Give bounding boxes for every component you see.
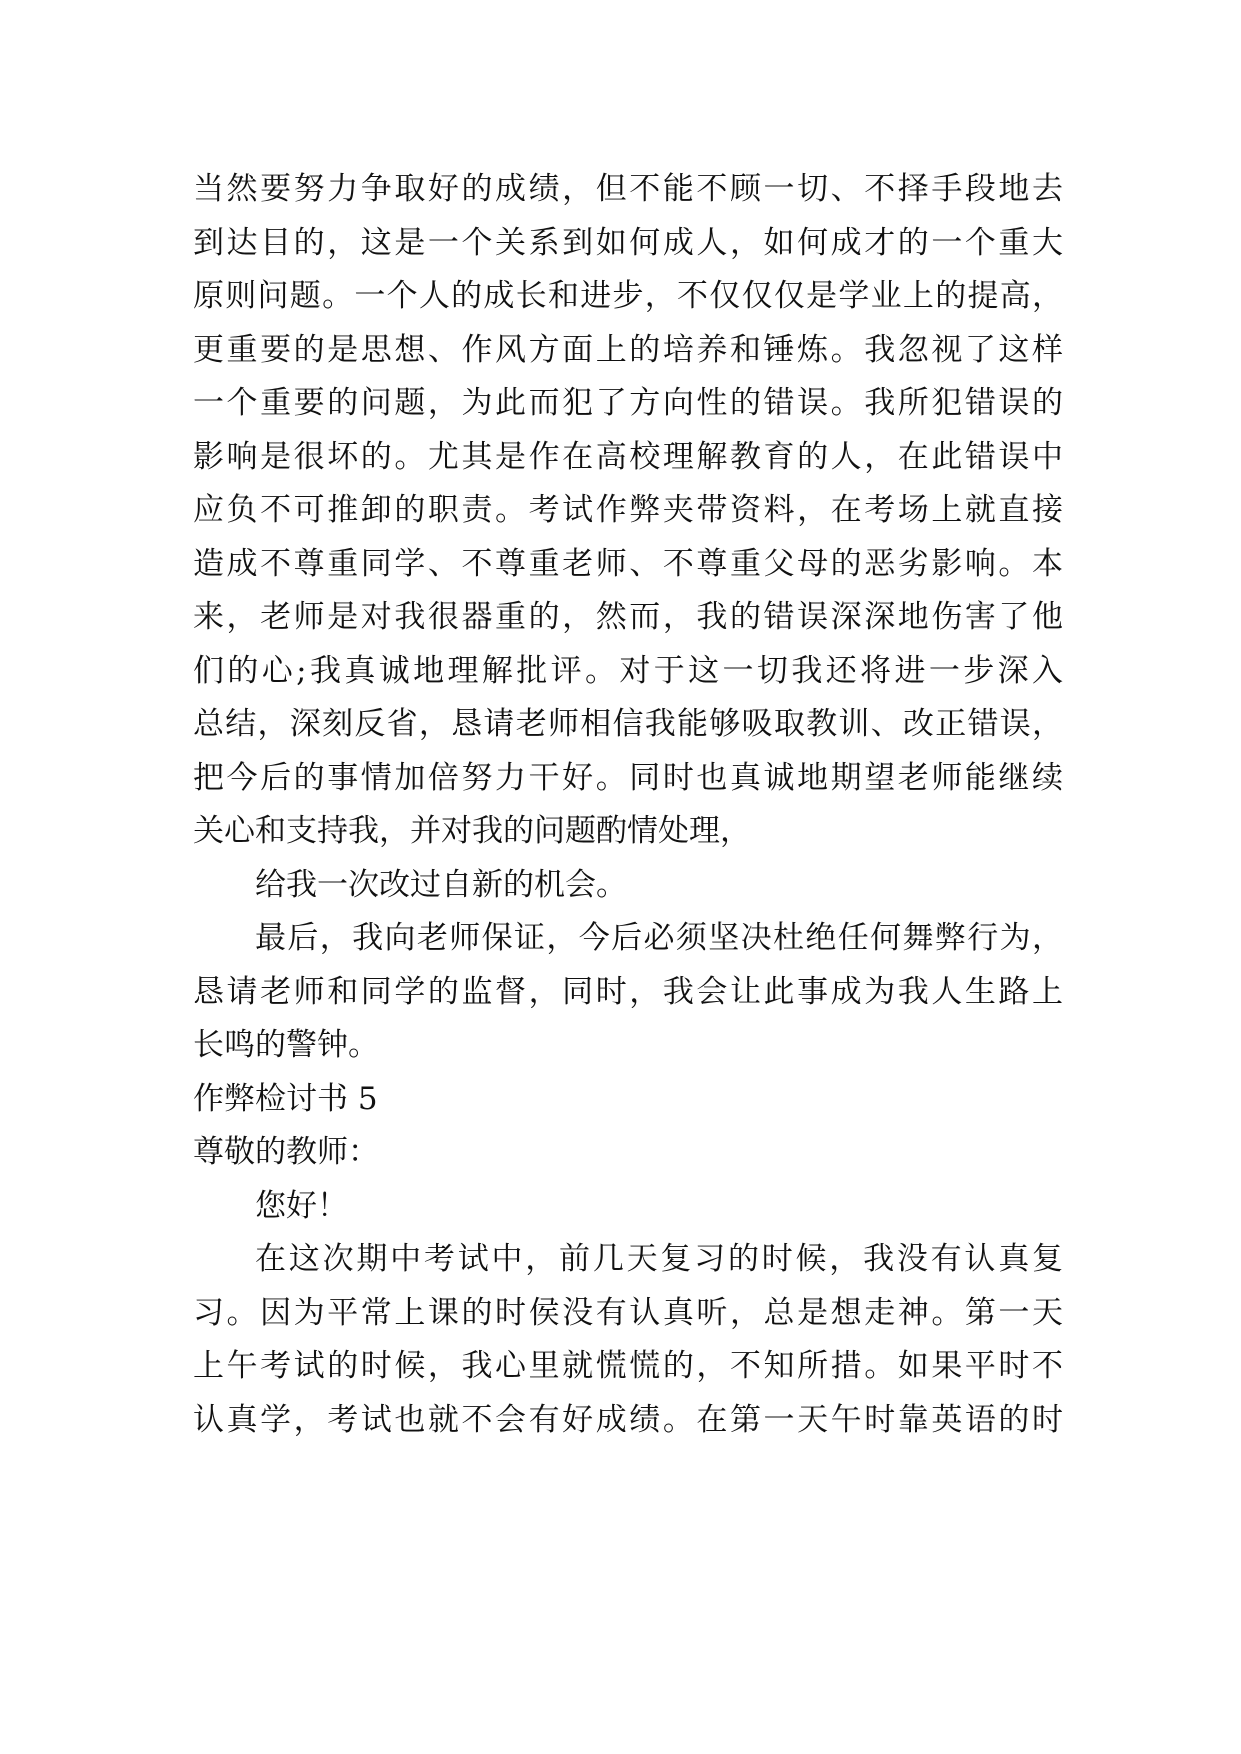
- text-line: 习。因为平常上课的时侯没有认真听，总是想走神。第一天: [193, 1294, 1063, 1331]
- text-line: 您好！: [255, 1187, 348, 1224]
- text-line: 影响是很坏的。尤其是作在高校理解教育的人，在此错误中: [193, 438, 1063, 475]
- text-line: 应负不可推卸的职责。考试作弊夹带资料，在考场上就直接: [193, 492, 1063, 528]
- text-line: 作弊检讨书 5: [193, 1080, 378, 1117]
- text-line: 恳请老师和同学的监督，同时，我会让此事成为我人生路上: [193, 973, 1063, 1010]
- text-line: 原则问题。一个人的成长和进步，不仅仅仅是学业上的提高，: [193, 278, 1063, 314]
- text-line: 一个重要的问题，为此而犯了方向性的错误。我所犯错误的: [193, 385, 1063, 421]
- text-line: 尊敬的教师：: [193, 1134, 379, 1170]
- text-line: 总结，深刻反省，恳请老师相信我能够吸取教训、改正错误，: [193, 706, 1063, 742]
- text-line: 认真学，考试也就不会有好成绩。在第一天午时靠英语的时: [193, 1401, 1063, 1438]
- text-line: 给我一次改过自新的机会。: [255, 866, 627, 903]
- text-line: 更重要的是思想、作风方面上的培养和锤炼。我忽视了这样: [193, 331, 1063, 368]
- text-line: 最后，我向老师保证，今后必须坚决杜绝任何舞弊行为，: [255, 920, 1063, 956]
- text-line: 来，老师是对我很器重的，然而，我的错误深深地伤害了他: [193, 599, 1063, 635]
- document-body: [193, 163, 1063, 1447]
- text-line: 们的心;我真诚地理解批评。对于这一切我还将进一步深入: [193, 652, 1063, 689]
- text-line: 关心和支持我，并对我的问题酌情处理，: [193, 813, 751, 849]
- text-line: 把今后的事情加倍努力干好。同时也真诚地期望老师能继续: [193, 759, 1063, 796]
- text-line: 到达目的，这是一个关系到如何成人，如何成才的一个重大: [193, 224, 1063, 261]
- text-line: 在这次期中考试中，前几天复习的时候，我没有认真复: [255, 1241, 1063, 1277]
- text-line: 造成不尊重同学、不尊重老师、不尊重父母的恶劣影响。本: [193, 545, 1063, 582]
- text-line: 长鸣的警钟。: [193, 1027, 379, 1063]
- text-line: 当然要努力争取好的成绩，但不能不顾一切、不择手段地去: [193, 171, 1063, 207]
- text-line: 上午考试的时候，我心里就慌慌的，不知所措。如果平时不: [193, 1348, 1063, 1384]
